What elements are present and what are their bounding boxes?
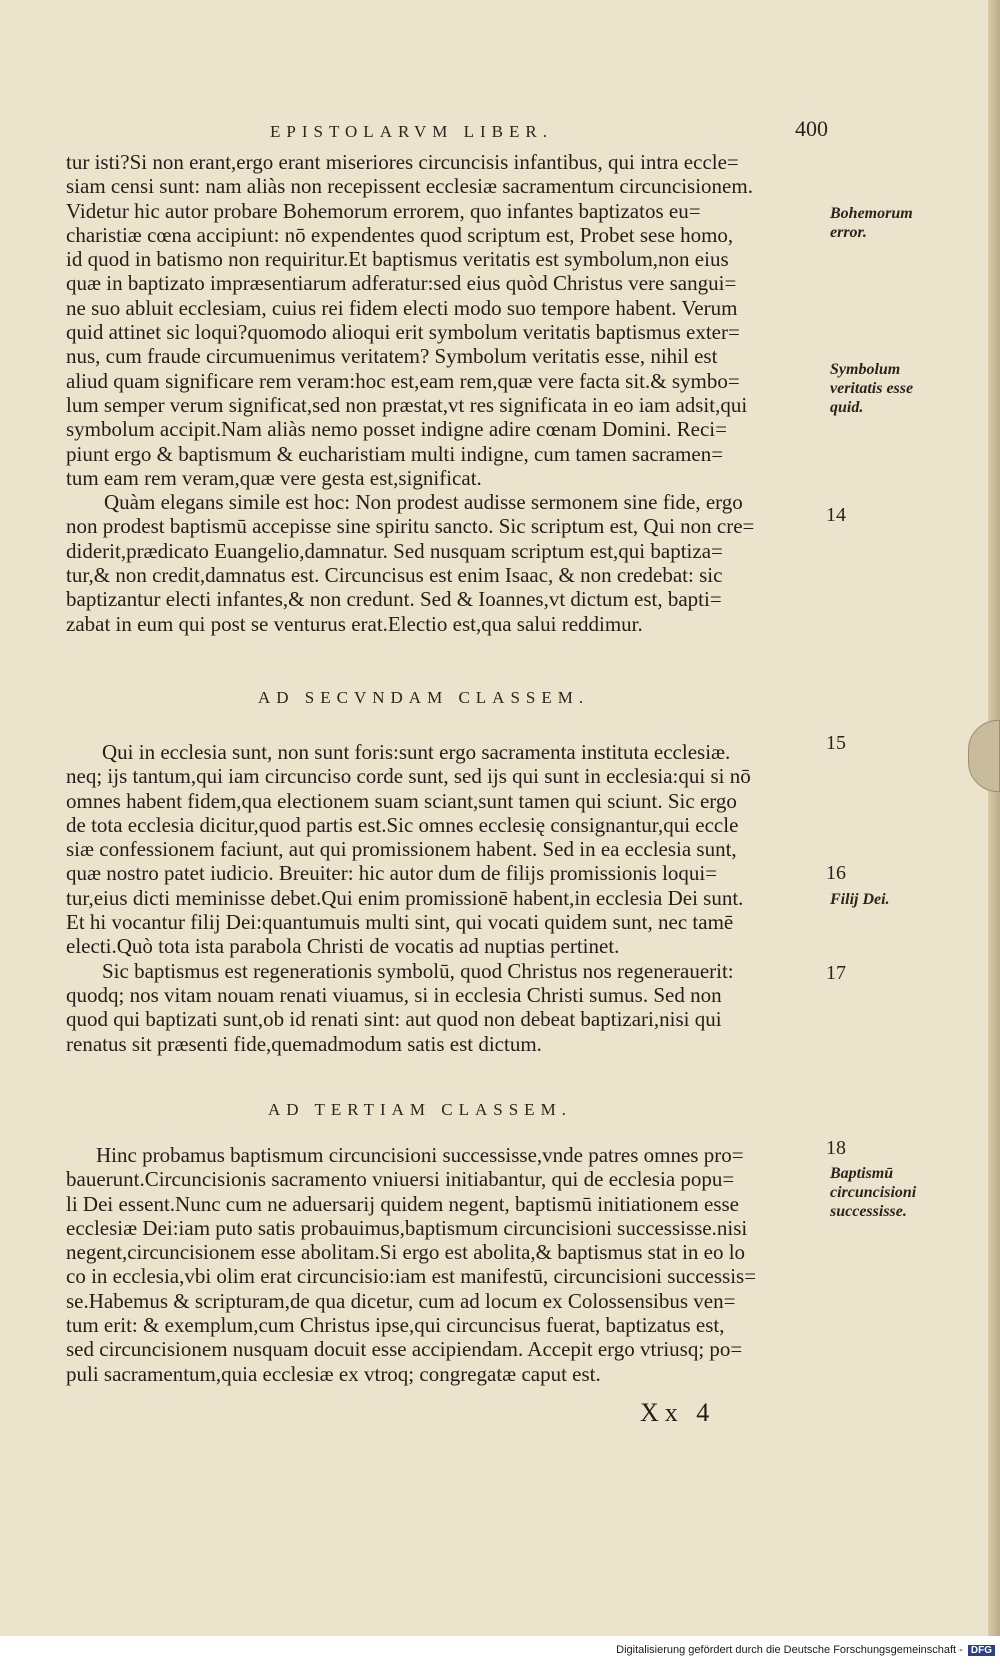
text-line: neq; ijs tantum,qui iam circunciso corde sunt, sed ijs qui sunt in ecclesia:qui si nō bbox=[66, 764, 751, 789]
margin-note-symbolum: Symbolum veritatis esse quid. bbox=[830, 361, 914, 416]
text-line: Quàm elegans simile est hoc: Non prodest audisse sermonem sine fide, ergo bbox=[104, 490, 743, 515]
text-line: Qui in ecclesia sunt, non sunt foris:sunt ergo sacramenta instituta ecclesiæ. bbox=[102, 740, 731, 764]
text-line: puli sacramentum,quia ecclesiæ ex vtroq; congregatæ caput est. bbox=[66, 1361, 601, 1386]
margin-note-baptismu: Baptismū circuncisioni successisse. bbox=[830, 1165, 917, 1220]
signature-mark: Xx 4 bbox=[640, 1398, 716, 1427]
text-line: zabat in eum qui post se venturus erat.Electio est,qua salui reddimur. bbox=[66, 611, 643, 636]
text-line: se.Habemus & scripturam,de qua dicetur, cum ad locum ex Colossensibus ven= bbox=[66, 1288, 736, 1313]
text-line: renatus sit præsenti fide,quemadmodum satis est dictum. bbox=[66, 1031, 542, 1056]
text-line: id quod in batismo non requiritur.Et baptismus veritatis est symbolum,non eius bbox=[66, 247, 729, 272]
section1-text bbox=[66, 150, 826, 636]
text-line: quæ nostro patet iudicio. Breuiter: hic autor dum de filijs promissionis loqui= bbox=[66, 861, 718, 886]
text-line: charistiæ cœna accipiunt: nō expendentes quod scriptum est, Probet sese homo, bbox=[66, 222, 734, 247]
text-line: sed circuncisionem nusquam docuit esse accipiendam. Accepit ergo vtriusq; po= bbox=[66, 1337, 743, 1362]
text-line: Hinc probamus baptismum circuncisioni successisse,vnde patres omnes pro= bbox=[96, 1143, 744, 1167]
text-line: tum erit: & exemplum,cum Christus ipse,qui circuncisus fuerat, baptizatus est, bbox=[66, 1313, 725, 1338]
text-line: tur,& non credit,damnatus est. Circuncisus est enim Isaac, & non credebat: sic bbox=[66, 563, 723, 588]
text-line: co in ecclesia,vbi olim erat circuncisio:iam est manifestū, circuncisioni successis= bbox=[66, 1264, 757, 1289]
footer-text: Digitalisierung gefördert durch die Deutsche Forschungsgemeinschaft - bbox=[616, 1644, 963, 1656]
text-line: ecclesiæ Dei:iam puto satis probauimus,baptismum circuncisioni successisse.nisi bbox=[66, 1215, 748, 1240]
text-line: de tota ecclesia dicitur,quod partis est.Sic omnes ecclesię consignantur,qui eccle bbox=[66, 812, 739, 837]
text-line: ne suo abluit ecclesiam, cuius rei fidem electi modo suo tempore habent. Verum bbox=[66, 295, 738, 320]
paper-clip bbox=[968, 720, 1000, 792]
text-line: aliud quam significare rem veram:hoc est,eam rem,quæ vere facta sit.& symbo= bbox=[66, 368, 740, 393]
running-header: EPISTOLARVM LIBER. bbox=[270, 122, 553, 141]
text-line: li Dei essent.Nunc cum ne aduersarij quidem negent, baptismū initiationem esse bbox=[66, 1191, 739, 1216]
text-line: quæ in baptizato impræsentiarum adferatur:sed eius quòd Christus vere sangui= bbox=[66, 271, 737, 296]
margin-number-14: 14 bbox=[826, 504, 846, 526]
text-line: lum semper verum significat,sed non præstat,vt res significata in eo iam adsit,qui bbox=[66, 392, 748, 417]
page-number: 400 bbox=[795, 116, 828, 141]
digitization-footer bbox=[0, 1644, 995, 1656]
text-line: negent,circuncisionem esse abolitam.Si ergo est abolita,& baptismus stat in eo lo bbox=[66, 1240, 746, 1265]
text-line: Sic baptismus est regenerationis symbolū, quod Christus nos regenerauerit: bbox=[102, 958, 734, 983]
text-line: baptizantur electi infantes,& non credunt. Sed & Ioannes,vt dictum est, bapti= bbox=[66, 587, 722, 612]
text-line: quod qui baptizati sunt,ob id renati sint: aut quod non debeat baptizari,nisi qui bbox=[66, 1007, 722, 1032]
margin-number-15: 15 bbox=[826, 732, 846, 754]
text-line: non prodest baptismū accepisse sine spiritu sancto. Sic scriptum est, Qui non cre= bbox=[66, 514, 755, 539]
text-line: siam censi sunt: nam aliàs non recepissent ecclesiæ sacramentum circuncisionem. bbox=[66, 174, 753, 199]
text-line: tum eam rem veram,quæ vere gesta est,significat. bbox=[66, 465, 482, 490]
text-line: quodq; nos vitam nouam renati viuamus, si in ecclesia Christi sumus. Sed non bbox=[66, 982, 722, 1007]
section3-text bbox=[66, 1143, 826, 1386]
text-line: tur,eius dicti meminisse debet.Qui enim promissionē habent,in ecclesia Dei sunt. bbox=[66, 885, 744, 910]
text-line: Videtur hic autor probare Bohemorum errorem, quo infantes baptizatos eu= bbox=[66, 198, 701, 223]
margin-note-bohemorum: Bohemorum error. bbox=[830, 205, 913, 241]
text-line: nus, cum fraude circumuenimus veritatem? Symbolum veritatis esse, nihil est bbox=[66, 344, 718, 369]
text-line: quid attinet sic loqui?quomodo alioqui erit symbolum veritatis baptismus exter= bbox=[66, 320, 740, 345]
text-line: bauerunt.Circuncisionis sacramento vniuersi initiabantur, qui de ecclesia popu= bbox=[66, 1167, 735, 1192]
text-line: omnes habent fidem,qua electionem suam sciant,sunt tamen qui sciunt. Sic ergo bbox=[66, 788, 737, 813]
text-line: electi.Quò tota ista parabola Christi de vocatis ad nuptias pertinet. bbox=[66, 934, 620, 959]
text-line: piunt ergo & baptismum & eucharistiam multi indigne, cum tamen sacramen= bbox=[66, 441, 724, 466]
heading-tertiam: AD TERTIAM CLASSEM. bbox=[268, 1100, 572, 1119]
margin-number-16: 16 bbox=[826, 862, 846, 884]
text-line: symbolum accipit.Nam aliàs nemo posset indigne adire cœnam Domini. Reci= bbox=[66, 417, 727, 442]
margin-number-17: 17 bbox=[826, 962, 846, 984]
heading-secundam: AD SECVNDAM CLASSEM. bbox=[258, 688, 590, 707]
section2-text bbox=[66, 740, 826, 1056]
page-edge bbox=[988, 0, 1000, 1636]
text-line: Et hi vocantur filij Dei:quantumuis multi sint, qui vocati quidem sunt, nec tamē bbox=[66, 910, 734, 935]
text-line: tur isti?Si non erant,ergo erant miseriores circuncisis infantibus, qui intra eccle= bbox=[66, 150, 739, 174]
margin-number-18: 18 bbox=[826, 1137, 846, 1159]
margin-note-filij: Filij Dei. bbox=[830, 891, 890, 908]
dfg-logo: DFG bbox=[968, 1645, 995, 1656]
text-line: diderit,prædicato Euangelio,damnatur. Sed nusquam scriptum est,qui baptiza= bbox=[66, 538, 723, 563]
text-line: siæ confessionem faciunt, aut qui promissionem habent. Sed in ea ecclesia sunt, bbox=[66, 837, 737, 862]
